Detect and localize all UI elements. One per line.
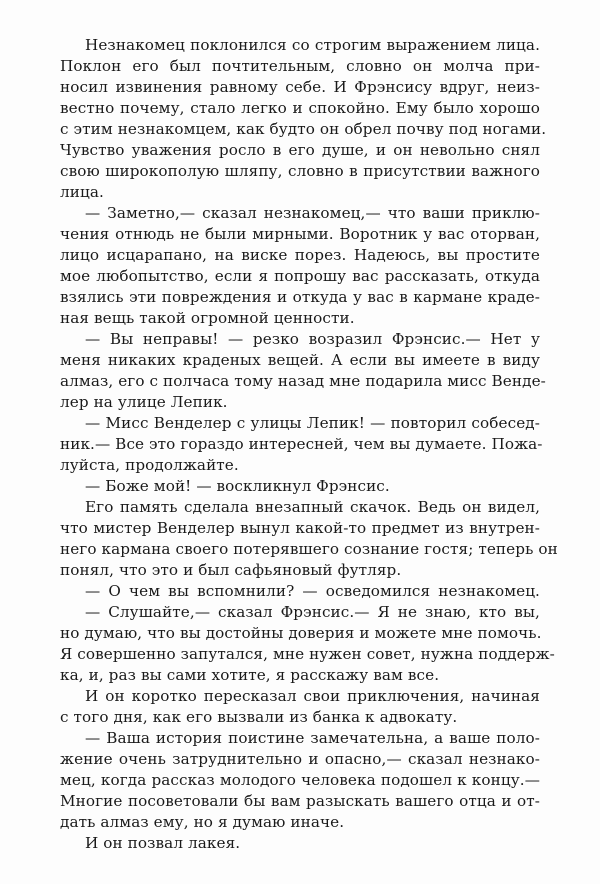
text-line: алмаз, его с полчаса тому назад мне подарила мисс Венде- (60, 372, 546, 390)
text-line: лер на улице Лепик. (60, 393, 228, 411)
text-line: Я совершенно запутался, мне нужен совет, нужна поддерж- (60, 645, 555, 663)
text-line: него кармана своего потерявшего сознание гостя; теперь он (60, 540, 558, 558)
text-line: дать алмаз ему, но я думаю иначе. (60, 813, 345, 831)
text-line: — Слушайте,— сказал Фрэнсис.— Я не знаю, кто вы, (85, 603, 540, 621)
text-line: Его память сделала внезапный скачок. Ведь он видел, (85, 498, 540, 516)
text-line: Многие посоветовали бы вам разыскать вашего отца и от- (60, 792, 540, 810)
text-line: мец, когда рассказ молодого человека подошел к концу.— (60, 771, 540, 789)
text-line: И он позвал лакея. (85, 834, 241, 852)
text-line: взялись эти повреждения и откуда у вас в кармане краде- (60, 288, 540, 306)
text-line: мое любопытство, если я попрошу вас рассказать, откуда (60, 267, 540, 285)
text-line: с этим незнакомцем, как будто он обрел почву под ногами. (60, 120, 547, 138)
text-line: меня никаких краденых вещей. А если вы имеете в виду (60, 351, 540, 369)
text-line: — Ваша история поистине замечательна, а ваше поло- (85, 729, 540, 747)
text-line: свою широкополую шляпу, словно в присутствии важного (60, 162, 540, 180)
text-line: Поклон его был почтительным, словно он молча при- (60, 57, 540, 75)
text-line: чения отнюдь не были мирными. Воротник у вас оторван, (60, 225, 540, 243)
text-line: — Вы неправы! — резко возразил Фрэнсис.— Нет у (85, 330, 540, 348)
text-line: Незнакомец поклонился со строгим выражением лица. (85, 36, 540, 54)
text-line: — О чем вы вспомнили? — осведомился незнакомец. (85, 582, 540, 600)
text-line: ка, и, раз вы сами хотите, я расскажу вам все. (60, 666, 440, 684)
text-line: луйста, продолжайте. (60, 456, 239, 474)
text-line: Чувство уважения росло в его душе, и он невольно снял (60, 141, 540, 159)
text-line: — Заметно,— сказал незнакомец,— что ваши приклю- (85, 204, 540, 222)
text-line: — Мисс Венделер с улицы Лепик! — повторил собесед- (85, 414, 540, 432)
text-line: лицо исцарапано, на виске порез. Надеюсь, вы простите (60, 246, 540, 264)
text-line: — Боже мой! — воскликнул Фрэнсис. (85, 477, 390, 495)
text-line: ная вещь такой огромной ценности. (60, 309, 355, 327)
text-line: вестно почему, стало легко и спокойно. Ему было хорошо (60, 99, 540, 117)
text-line: И он коротко пересказал свои приключения, начиная (85, 687, 540, 705)
text-line: носил извинения равному себе. И Фрэнсису вдруг, неиз- (60, 78, 540, 96)
text-line: но думаю, что вы достойны доверия и можете мне помочь. (60, 624, 542, 642)
text-line: ник.— Все это гораздо интересней, чем вы думаете. Пожа- (60, 435, 543, 453)
text-line: с того дня, как его вызвали из банка к адвокату. (60, 708, 458, 726)
text-line: лица. (60, 183, 104, 201)
text-line: что мистер Венделер вынул какой-то предмет из внутрен- (60, 519, 540, 537)
text-line: понял, что это и был сафьяновый футляр. (60, 561, 402, 579)
text-line: жение очень затруднительно и опасно,— сказал незнако- (60, 750, 540, 768)
